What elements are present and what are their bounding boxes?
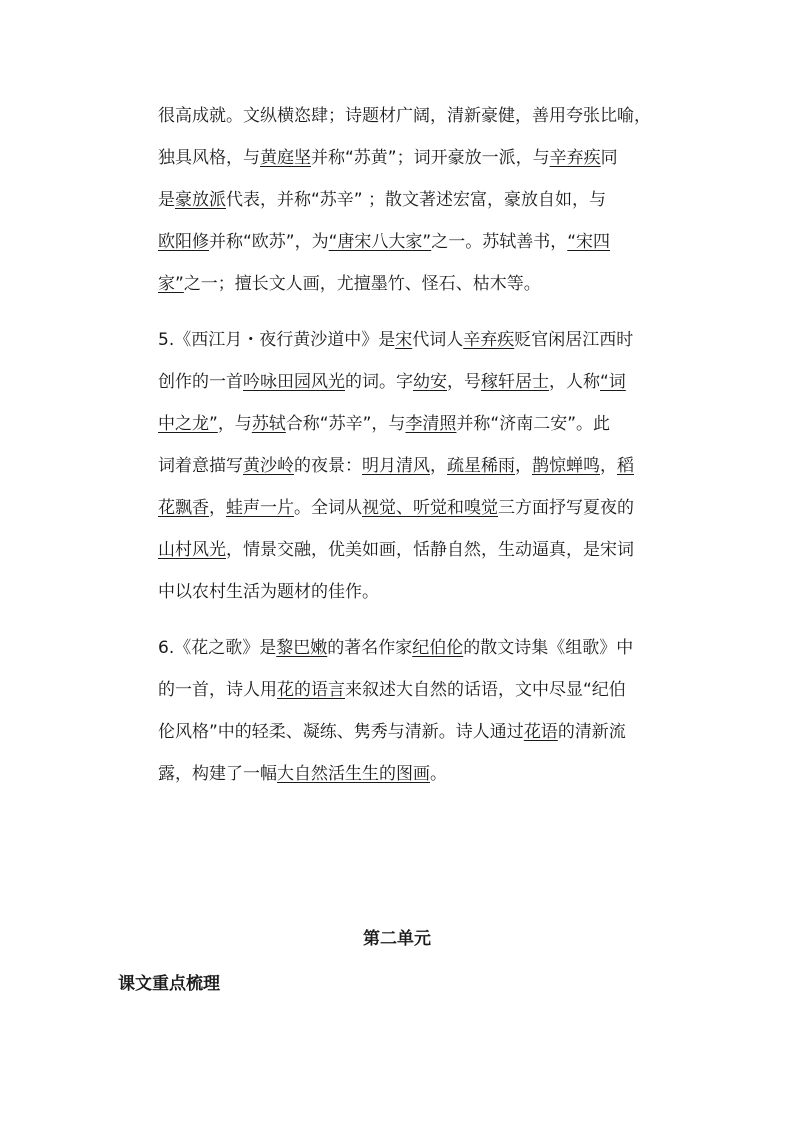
- p5-line7: [158, 580, 379, 604]
- p4-line2: [158, 146, 618, 170]
- underlined-key-term: 中之龙”: [158, 414, 218, 434]
- body-text: 之一。苏轼善书，: [431, 232, 568, 252]
- underlined-key-term: “词: [600, 372, 626, 392]
- underlined-key-term: 黄沙岭: [243, 456, 294, 476]
- body-text: 合称“苏辛”，与: [285, 414, 406, 434]
- underlined-key-term: 稼轩居士: [481, 372, 549, 392]
- body-text: ，号: [447, 372, 481, 392]
- underlined-key-term: 辛弃疾: [549, 148, 601, 168]
- underlined-key-term: 黄庭坚: [260, 148, 311, 168]
- body-text: 。: [430, 764, 447, 784]
- underlined-key-term: “宋四: [567, 232, 611, 252]
- body-text: ，情景交融，优美如画，恬静自然，生动逼真，是宋词: [226, 540, 634, 560]
- body-text: 代表，并称“苏辛” ；散文著述宏富，豪放自如，与: [226, 190, 607, 210]
- body-text: ，与: [217, 414, 252, 434]
- p5-line2: [158, 370, 626, 394]
- p6-line3: [158, 720, 626, 744]
- underlined-key-term: 花语: [523, 722, 558, 742]
- section-heading: 课文重点梳理: [118, 974, 220, 994]
- p5-line4: [158, 454, 634, 478]
- underlined-key-term: 花的语言: [277, 680, 345, 700]
- body-text: 来叙述大自然的话语，文中尽显“纪伯: [345, 680, 626, 700]
- unit-title: 第二单元: [363, 929, 431, 949]
- underlined-key-term: 宋: [395, 330, 413, 350]
- p4-line1: [158, 104, 651, 128]
- p5-line5: [158, 496, 634, 520]
- body-text: 并称“济南二安”。此: [456, 414, 611, 434]
- underlined-key-term: 蛙声一片: [226, 498, 294, 518]
- body-text: ，: [430, 456, 447, 476]
- body-text: 很高成就。文纵横恣肆；诗题材广阔，清新豪健，善用夸张比喻，: [158, 106, 651, 126]
- underlined-key-term: 辛弃疾: [463, 330, 515, 350]
- body-text: ，人称: [549, 372, 600, 392]
- body-text: 是: [158, 190, 175, 210]
- p6-line2: [158, 678, 626, 702]
- underlined-key-term: 稻: [617, 456, 634, 476]
- body-text: 5.《西江月・夜行黄沙道中》是: [158, 330, 396, 350]
- body-text: 独具风格，与: [158, 148, 260, 168]
- underlined-key-term: 视觉、听觉和嗅觉: [362, 498, 498, 518]
- body-text: 并称“苏黄”；词开豪放一派，与: [311, 148, 550, 168]
- p4-line4: [158, 230, 610, 254]
- underlined-key-term: 豪放派: [175, 190, 226, 210]
- p6-line1: [158, 636, 633, 660]
- underlined-key-term: 花飘香: [158, 498, 209, 518]
- body-text: 之一；擅长文人画，尤擅墨竹、怪石、枯木等。: [183, 274, 541, 294]
- body-text: 贬官闲居江西时: [514, 330, 634, 350]
- body-text: 的著名作家: [327, 638, 413, 658]
- body-text: 的一首，诗人用: [158, 680, 277, 700]
- underlined-key-term: 李清照: [405, 414, 457, 434]
- body-text: 伦风格”中的轻柔、凝练、隽秀与清新。诗人通过: [158, 722, 524, 742]
- p4-line3: [158, 188, 606, 212]
- underlined-key-term: 吟咏田园风光: [243, 372, 345, 392]
- body-text: 中以农村生活为题材的佳作。: [158, 582, 379, 602]
- p5-line1: [158, 328, 633, 352]
- body-text: 的夜景：: [294, 456, 362, 476]
- body-text: ，: [600, 456, 617, 476]
- underlined-key-term: 纪伯伦: [412, 638, 464, 658]
- body-text: 代词人: [412, 330, 464, 350]
- body-text: 。全词从: [294, 498, 362, 518]
- body-text: 并称“欧苏”，为: [209, 232, 329, 252]
- underlined-key-term: 黎巴嫩: [276, 638, 328, 658]
- underlined-key-term: 家”: [158, 274, 184, 294]
- body-text: ，: [209, 498, 226, 518]
- body-text: 词着意描写: [158, 456, 243, 476]
- underlined-key-term: 苏轼: [251, 414, 286, 434]
- p4-line5: [158, 272, 541, 296]
- body-text: 三方面抒写夏夜的: [498, 498, 634, 518]
- underlined-key-term: 鹊惊蝉鸣: [532, 456, 600, 476]
- underlined-key-term: 明月清风: [362, 456, 430, 476]
- underlined-key-term: 疏星稀雨: [447, 456, 515, 476]
- p6-line4: [158, 762, 447, 786]
- body-text: ，: [515, 456, 532, 476]
- body-text: 6.《花之歌》是: [158, 638, 277, 658]
- underlined-key-term: 大自然活生生的图画: [277, 764, 430, 784]
- underlined-key-term: “唐宋八大家”: [328, 232, 432, 252]
- body-text: 同: [600, 148, 618, 168]
- body-text: 露，构建了一幅: [158, 764, 277, 784]
- body-text: 创作的一首: [158, 372, 243, 392]
- body-text: 的词。字: [345, 372, 413, 392]
- body-text: 的清新流: [557, 722, 626, 742]
- underlined-key-term: 欧阳修: [158, 232, 209, 252]
- p5-line3: [158, 412, 610, 436]
- body-text: 的散文诗集《组歌》中: [463, 638, 634, 658]
- underlined-key-term: 幼安: [413, 372, 447, 392]
- p5-line6: [158, 538, 634, 562]
- underlined-key-term: 山村风光: [158, 540, 226, 560]
